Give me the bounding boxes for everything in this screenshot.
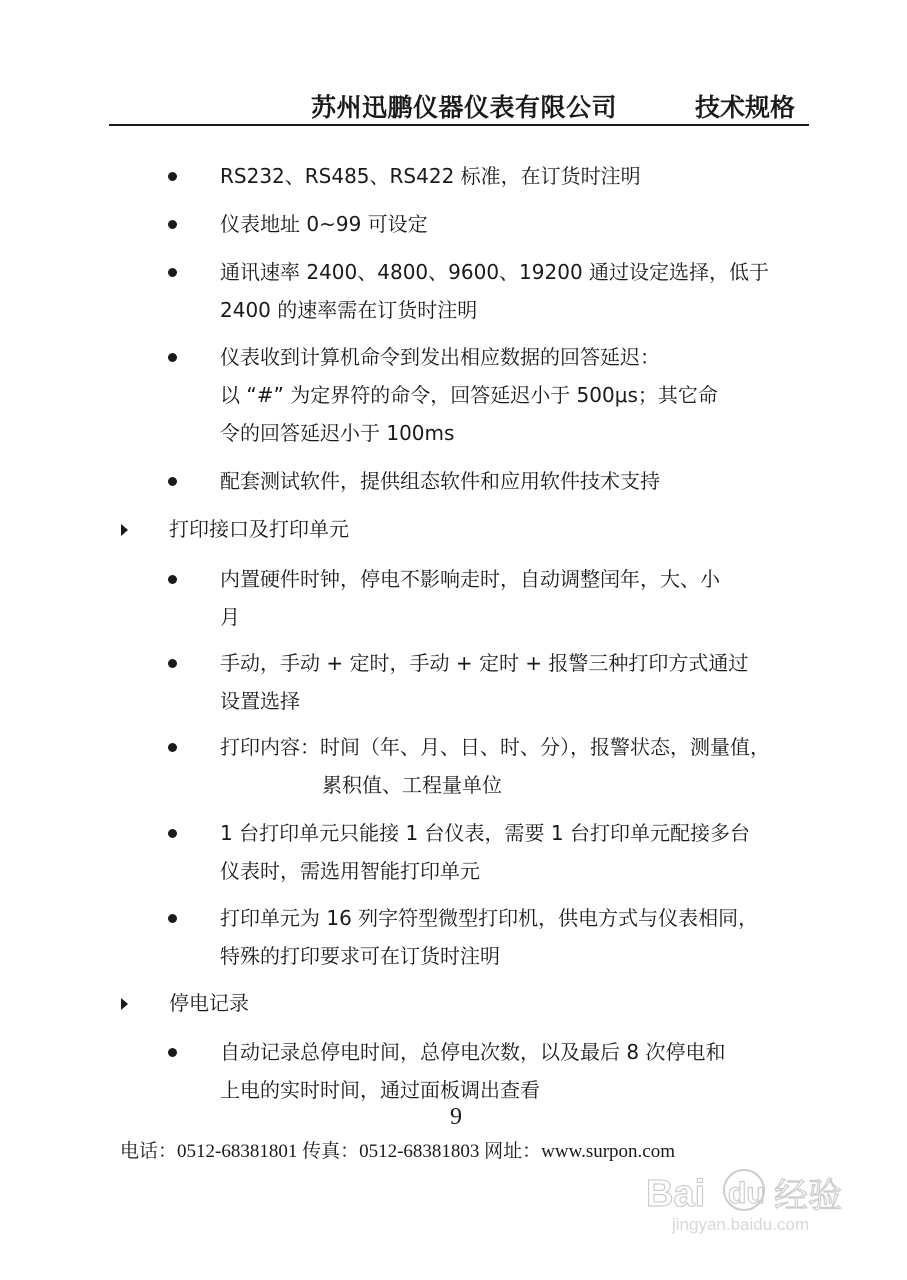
header-rule: [109, 124, 809, 126]
bullet-icon: [168, 829, 177, 838]
list-item-continuation: 2400 的速率需在订货时注明: [220, 298, 478, 322]
list-item-continuation: 特殊的打印要求可在订货时注明: [220, 944, 500, 968]
bullet-icon: [168, 743, 177, 752]
list-item: 打印内容：时间（年、月、日、时、分），报警状态，测量值，: [220, 735, 770, 759]
list-item: RS232、RS485、RS422 标准，在订货时注明: [220, 164, 641, 188]
bullet-icon: [168, 353, 177, 362]
list-item: 1 台打印单元只能接 1 台仪表，需要 1 台打印单元配接多台: [220, 821, 750, 845]
list-item: 通讯速率 2400、4800、9600、19200 通过设定选择，低于: [220, 260, 770, 284]
list-item: 手动，手动 + 定时，手动 + 定时 + 报警三种打印方式通过: [220, 651, 749, 675]
bullet-icon: [168, 659, 177, 668]
list-item-continuation: 仪表时，需选用智能打印单元: [220, 859, 480, 883]
list-item: 内置硬件时钟，停电不影响走时，自动调整闰年，大、小: [220, 567, 720, 591]
list-item: 打印单元为 16 列字符型微型打印机，供电方式与仪表相同，: [220, 906, 759, 930]
section-heading: 打印接口及打印单元: [169, 517, 349, 541]
list-item-continuation: 上电的实时时间，通过面板调出查看: [220, 1078, 540, 1102]
bullet-icon: [168, 914, 177, 923]
list-item-continuation: 月: [220, 605, 240, 629]
svg-text:jingyan.baidu.com: jingyan.baidu.com: [672, 1215, 810, 1234]
bullet-icon: [168, 477, 177, 486]
list-item-continuation: 以 “#” 为定界符的命令，回答延迟小于 500μs；其它命: [220, 383, 718, 407]
header-company: 苏州迅鹏仪器仪表有限公司: [311, 93, 618, 122]
baidu-watermark: [642, 1166, 867, 1236]
svg-text:经验: 经验: [774, 1176, 842, 1216]
list-item: 仪表地址 0~99 可设定: [220, 212, 428, 236]
svg-text:Bai: Bai: [646, 1173, 706, 1215]
list-item-continuation: 设置选择: [220, 689, 300, 713]
section-arrow-icon: [121, 998, 128, 1010]
svg-text:du: du: [728, 1177, 765, 1210]
bullet-icon: [168, 172, 177, 181]
header-doc-type: 技术规格: [695, 93, 796, 122]
footer-contact: 电话：0512-68381801 传真：0512-68381803 网址：www.surpon.com: [120, 1141, 676, 1162]
bullet-icon: [168, 575, 177, 584]
section-heading: 停电记录: [169, 991, 249, 1015]
list-item: 仪表收到计算机命令到发出相应数据的回答延迟：: [220, 345, 660, 369]
bullet-icon: [168, 1048, 177, 1057]
page-number: 9: [450, 1104, 462, 1130]
list-item-continuation: 令的回答延迟小于 100ms: [220, 421, 455, 445]
bullet-icon: [168, 268, 177, 277]
list-item-continuation: 累积值、工程量单位: [322, 773, 502, 797]
list-item: 配套测试软件，提供组态软件和应用软件技术支持: [220, 469, 660, 493]
bullet-icon: [168, 220, 177, 229]
section-arrow-icon: [121, 524, 128, 536]
list-item: 自动记录总停电时间，总停电次数，以及最后 8 次停电和: [220, 1040, 726, 1064]
